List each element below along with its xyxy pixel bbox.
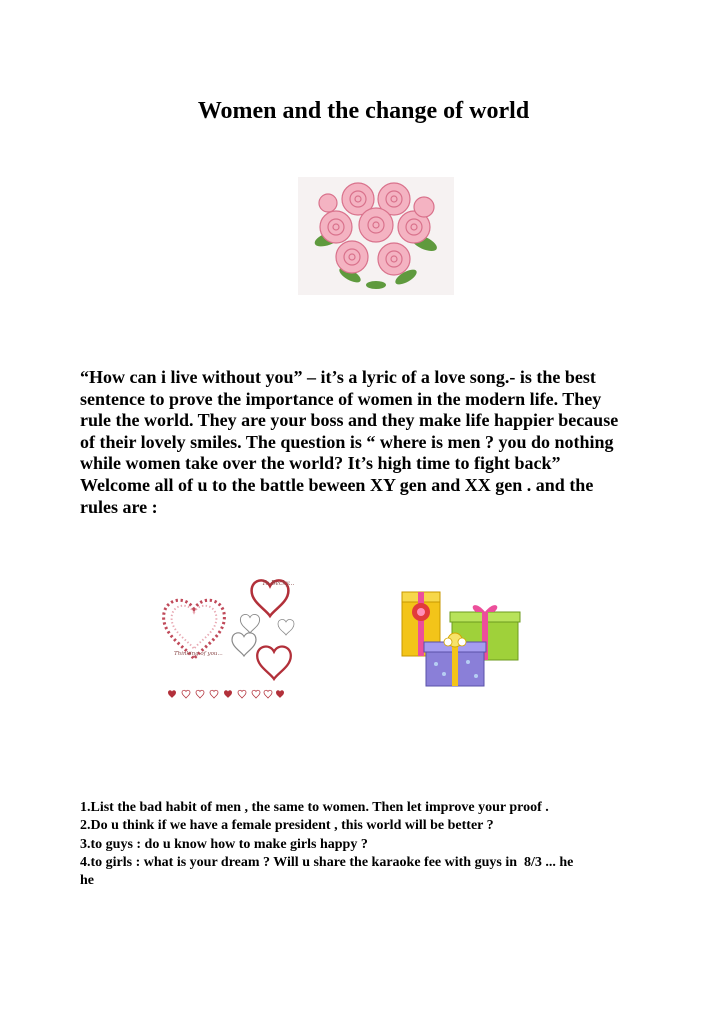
rule-line: 4.to girls : what is your dream ? Will u share the karaoke fee with guys in 8/3 ... he bbox=[80, 854, 574, 870]
gift-boxes-drawing bbox=[396, 584, 526, 690]
page-title: Women and the change of world bbox=[197, 98, 530, 124]
rose-bouquet-image bbox=[298, 177, 454, 295]
card-text-middle: Thinking of you... bbox=[174, 651, 223, 657]
intro-line: rules are : bbox=[80, 496, 158, 517]
rule-line: 3.to guys : do u know how to make girls happy ? bbox=[80, 836, 368, 852]
card-text-top: To Becky... bbox=[262, 580, 295, 587]
roses bbox=[319, 183, 434, 275]
rule-line: he bbox=[80, 873, 94, 889]
intro-line: “How can i live without you” – it’s a lyric of a love song.- is the best bbox=[80, 367, 596, 387]
intro-line: of their lovely smiles. The question is “ where is men ? you do nothing bbox=[80, 431, 614, 452]
intro-line: Welcome all of u to the battle beween XY gen and XX gen . and the bbox=[80, 474, 594, 495]
rule-line: 1.List the bad habit of men , the same to women. Then let improve your proof . bbox=[80, 800, 549, 815]
rose-bouquet-drawing bbox=[298, 177, 454, 295]
intro-line: sentence to prove the importance of women in the modern life. They bbox=[80, 388, 602, 409]
heart-icon bbox=[252, 580, 291, 679]
gift-boxes-image bbox=[396, 584, 526, 690]
rule-line: 2.Do u think if we have a female president , this world will be better ? bbox=[80, 818, 494, 834]
hearts-card-drawing bbox=[158, 563, 306, 706]
intro-line: rule the world. They are your boss and they make life happier because bbox=[80, 410, 619, 431]
intro-line: while women take over the world? It’s high time to fight back” bbox=[80, 453, 561, 474]
hearts-card-image bbox=[158, 563, 306, 706]
rules-list bbox=[80, 799, 690, 890]
intro-paragraph bbox=[80, 367, 680, 518]
